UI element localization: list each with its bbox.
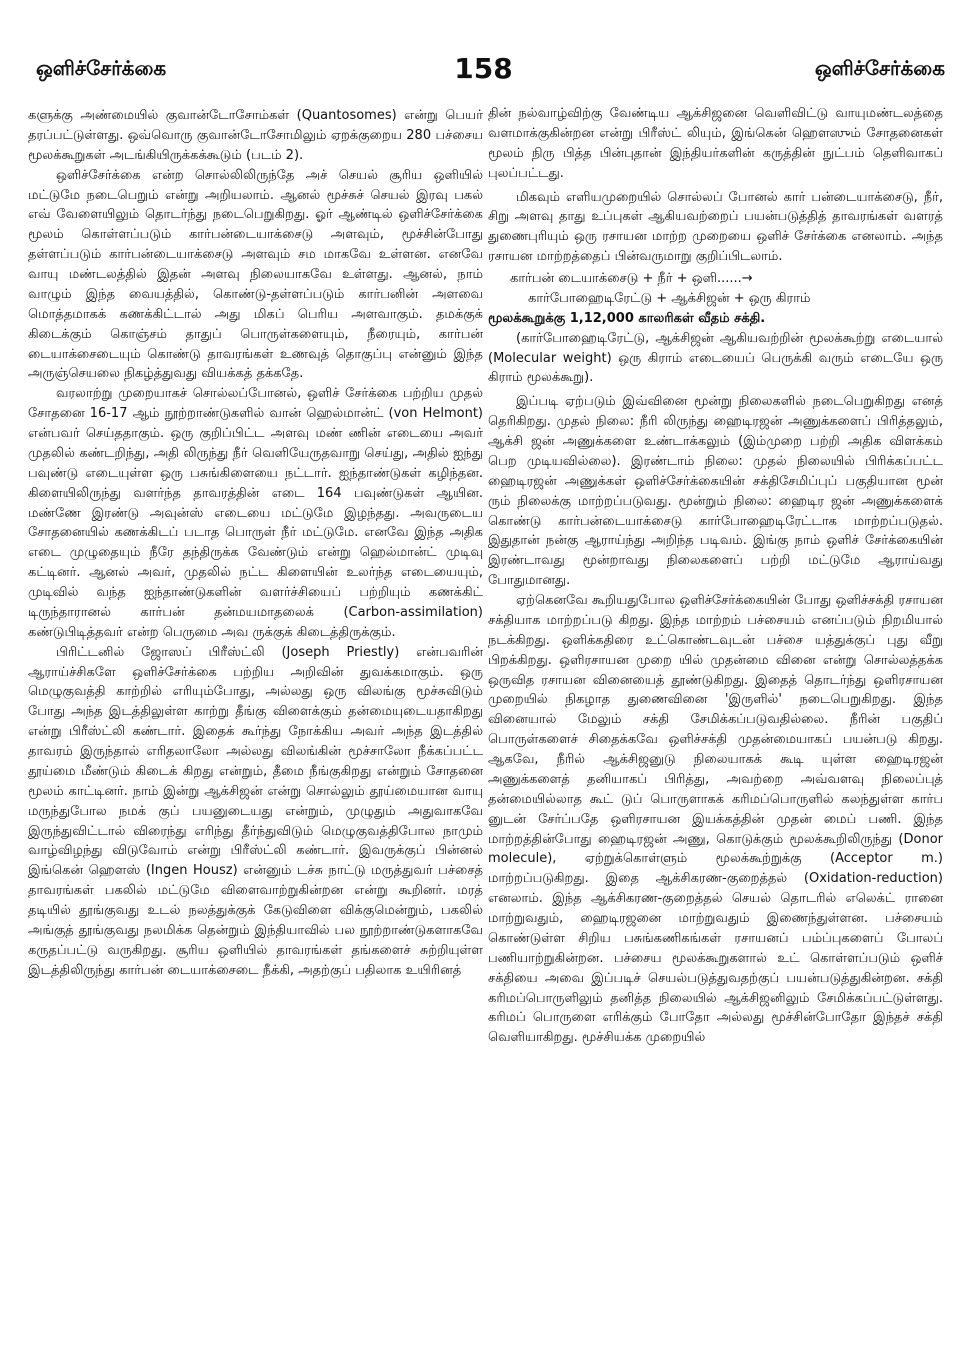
paragraph: தின் நல்வாழ்விற்கு வேண்டிய ஆக்சிஜனை வெளிவிட்டு வாயுமண்டலத்தை வளமாக்குகின்றன என்று பிரீஸ்ட் லியும், இங்கென் ஹௌஸும் சோதனைகள் மூலம் நிரு பித்த பின்புதான் இந்தியர்களின் கருத்தின் நுட்பம் தெளிவாகப் புலப்பட்டது. (488, 106, 943, 181)
page-number: 158 (454, 52, 513, 85)
equation-line: கார்பன் டையாக்சைடு + நீர் + ஒளி......→ (510, 271, 753, 286)
running-head-right: ஒளிச்சேர்க்கை (814, 56, 945, 80)
paragraph: மிகவும் எளியமுறையில் சொல்லப் போனல் கார் பன்டையாக்சைடு, நீர், சிறு அளவு தாது உப்புகள் ஆகியவற்றைப் பயன்படுத்தித் தாவரங்கள் வளரத் துணைபுரியும் ஒரு ரசாயன மாற்ற முறையை ஒளிச் சேர்க்கை எனலாம். அந்த ரசாயன மாற்றத்தைப் பின்வருமாறு குறிப்பிடலாம். (488, 189, 943, 265)
paragraph: ஏற்கெனவே கூறியதுபோல ஒளிச்சேர்க்கையின் போது ஒளிச்சக்தி ரசாயன சக்தியாக மாற்றப்படு கிறது. இந்த மாற்றம் பச்சையம் எனப்படும் நிறமியால் நடக்கிறது. ஒளிக்கதிரை உட்கொண்டவுடன் பச்சை யத்துக்குப் புது வீறு பிறக்கிறது. ஒளிரசாயன முறை யில் முதன்மை வினை என்று சொல்லத்தக்க ஒருவித ரசாயன வினையைத் தூண்டுகிறது. இதைத் தொடர்ந்து ஒளிரசாயன முறையில் நிகழாத துணைவினை 'இருளில்' நடைபெறுகிறது. இந்த வினையால் மேலும் சக்தி சேமிக்கப்படுவதில்லை. நீரின் பகுதிப் பொருள்களைச் சிதைக்கவே ஒளிச்சக்தி முதன்மையாகப் பயன்படு கிறது. ஆகவே, நீரில் ஆக்சிஜனுடு நிலையாகக் கூடி யுள்ள ஹைடிரஜன் அணுக்களைத் தனியாகப் பிரித்து, அவற்றை அவ்வளவு நிலைப்புத் தன்மையில்லாத கூட் டுப் பொருளாகக் கரிமப்பொருளில் கலந்துள்ள கார்ப னுடன் சேர்ப்பதே ஒளிரசாயன இயக்கத்தின் முதன் மைப் பணி. இந்த மாற்றத்தின்போது ஹைடிரஜன் அணு, கொடுக்கும் மூலக்கூறிலிருந்து (Donor molecule), ஏற்றுக்கொள்ளும் மூலக்கூற்றுக்கு (Acceptor m.) மாற்றப்படுகிறது. இதை ஆக்சிகரண-குறைத்தல் (Oxidation-reduction) எனலாம். இந்த ஆக்சிகரண-குறைத்தல் செயல் தொடரில் எலெக்ட் ரானை மாற்றுவதும், ஹைடிரஜனை மாற்றுவதும் இணைந்துள்ளன. பச்சையம் கொண்டுள்ள சிறிய பசுங்கணிகங்கள் ரசாயனப் பம்ப்புகளைப் போலப் பணியாற்றுகின்றன. பச்சைய மூலக்கூறுகளால் உட் கொள்ளப்படும் ஒளிச் சக்தியை அவை இப்படிச் செயல்படுத்துவதற்குப் பயன்படுத்துகின்றன. சக்தி கரிமப்பொருளிலும் தனித்த நிலையில் ஆக்சிஜனிலும் சேமிக்கப்பட்டுள்ளது. கரிமப் பொருளை எரிக்கும் போதோ அல்லது மூச்சின்போதோ இந்தச் சக்தி வெளியாகிறது. மூச்சியக்க முறையில் (488, 593, 943, 1046)
running-head-left: ஒளிச்சேர்க்கை (36, 56, 167, 80)
equation-line: கார்போஹைடிரேட்டு + ஆக்சிஜன் + ஒரு கிராம் (528, 290, 811, 306)
paragraph: ஒளிச்சேர்க்கை என்ற சொல்லிலிருந்தே அச் செயல் சூரிய ஒளியில் மட்டுமே நடைபெறும் என்று அறியலாம். ஆனல் மூச்சுச் செயல் இரவு பகல் எவ் வேளையிலும் தொடர்ந்து நடைபெறுகிறது. ஓர் ஆண்டில் ஒளிச்சேர்க்கை மூலம் கொள்ளப்படும் கார்பன்டையாக்சைடு அளவும், மூச்சின்போது தள்ளப்படும் கார்பன்டையாக்சைடு அளவும் சம மாகவே உள்ளன. எனவே வாயு மண்டலத்தில் இதன் அளவு நிலையாகவே உள்ளது. ஆனல், நாம் வாழும் இந்த வையத்தில், கொண்டு-தள்ளப்படும் கார்பனின் அளவை மொத்தமாகக் கணக்கிட்டால் அது மிகப் பெரிய அளவாகும். தமக்குக் கிடைக்கும் கொஞ்சம் தாதுப் பொருள்களையும், நீரையும், கார்பன் டையாக்சைடையும் கொண்டு தாவரங்கள் உணவுத் தொகுப்பு என்னும் இந்த அருஞ்செயலை நிகழ்த்துவது வியக்கத் தக்கதே. (28, 167, 483, 382)
right-column (488, 104, 943, 1344)
paragraph: வரலாற்று முறையாகச் சொல்லப்போனல், ஒளிச் சேர்க்கை பற்றிய முதல் சோதனை 16-17 ஆம் நூற்றாண்டுகளில் வான் ஹெல்மான்ட் (von Helmont) என்பவர் செய்ததாகும். ஒரு குறிப்பிட்ட அளவு மண் ணின் எடையை அவர் முதலில் கண்டறிந்து, அதி லிருந்து நீர் வெளியேருதவாறு செய்து, அதில் ஐந்து பவுண்டு எடையுள்ள ஒரு பசுங்கிளையை நட்டார். ஐந்தாண்டுகள் கழிந்தன. கிளையிலிருந்து வளர்ந்த தாவரத்தின் எடை 164 பவுண்டுகள் ஆயின. மண்ணே இரண்டு அவுன்ஸ் எடையை மட்டுமே இழந்தது. அவருடைய சோதனையில் கணக்கிடப் படாத பொருள் நீர் மட்டுமே. எனவே இந்த அதிக எடை முழுதையும் நீரே தந்திருக்க வேண்டும் என்று ஹெல்மான்ட் முடிவு கட்டினர். ஆனல் அவர், முதலில் நட்ட கிளையின் உலர்ந்த எடையையும், முடிவில் வந்த ஐந்தாண்டுகளின் வளர்ச்சியைப் பற்றியும் கணக்கிட் டிருந்தாரானல் கார்பன் தன்மயமாதலைக் (Carbon-assimilation) கண்டுபிடித்தவர் என்ற பெருமை அவ ருக்குக் கிடைத்திருக்கும். (28, 386, 483, 640)
left-column (28, 106, 483, 1346)
paragraph: களுக்கு அண்மையில் குவான்டோசோம்கள் (Quantosomes) என்று பெயர் தரப்பட்டுள்ளது. ஒவ்வொரு குவான்டோசோமிலும் ஏறக்குறைய 280 பச்சைய மூலக்கூறுகள் அடங்கியிருக்கக்கூடும் (படம் 2). (28, 108, 483, 163)
chemical-equation (488, 269, 943, 329)
paragraph: இப்படி ஏற்படும் இவ்வினை மூன்று நிலைகளில் நடைபெறுகிறது எனத் தெரிகிறது. முதல் நிலை: நீரி லிருந்து ஹைடிரஜன் அணுக்களைப் பிரித்தலும், ஆக்சி ஜன் அணுக்களை உண்டாக்கலும் (இம்முறை பற்றி அதிக விளக்கம் பெற முடியவில்லை). இரண்டாம் நிலை: முதல் நிலையில் பிரிக்கப்பட்ட ஹைடிரஜன் அணுக்கள் ஒளிச்சேர்க்கையின் சக்திசேமிப்புப் பகுதியான மூன் ரும் நிலைக்கு மாற்றப்படுவது. மூன்றும் நிலை: ஹைடிர ஜன் அணுக்களைக் கொண்டு கார்பன்டையாக்சைடு கார்போஹைடிரேட்டாக மாற்றப்படுதல். இதுதான் நன்கு ஆராய்ந்து அறிந்த படிவம். இங்கு நாம் ஒளிச் சேர்க்கையின் இரண்டாவது மூன்றாவது நிலைகளைப் பற்றி மட்டுமே ஆராய்வது போதுமானது. (488, 394, 943, 589)
paragraph: (கார்போஹைடிரேட்டு, ஆக்சிஜன் ஆகியவற்றின் மூலக்கூற்று எடையால் (Molecular weight) ஒரு கிராம் எடையைப் பெருக்கி வரும் எடையே ஒரு கிராம் மூலக்கூறு). (488, 330, 943, 386)
equation-line: மூலக்கூறுக்கு 1,12,000 காலரிகள் வீதம் சக்தி. (488, 310, 766, 326)
paragraph: பிரிட்டனில் ஜோஸப் பிரீஸ்ட்லி (Joseph Priestly) என்பவரின் ஆராய்ச்சிகளே ஒளிச்சேர்க்கை பற்றிய அறிவின் துவக்கமாகும். ஒரு மெழுகுவத்தி காற்றில் எரியும்போது, அல்லது ஒரு விலங்கு மூச்சுவிடும் போது அந்த இடத்திலுள்ள காற்று தீங்கு விளைக்கும் தன்மையுடையதாகிறது என்று பிரீஸ்ட்லி கண்டார். இதைக் கூர்ந்து நோக்கிய அவர் அந்த இடத்தில் தாவரம் இருந்தால் எரிதலாலோ அல்லது விலங்கின் மூச்சாலோ நீக்கப்பட்ட தூய்மை மீண்டும் கிடைக் கிறது என்றும், தீமை நீங்குகிறது என்றும் சோதனை மூலம் காட்டினர். நாம் இன்று ஆக்சிஜன் என்று சொல்லும் தூய்மையான வாயு மருந்துபோல நமக் குப் பயனுடையது என்றும், முழுதும் அதுவாகவே இருந்துவிட்டால் விரைந்து எரிந்து தீர்ந்துவிடும் மெழுகுவத்திபோல நாமும் வாழ்விழந்து விடுவோம் என்று பிரீஸ்ட்லி கண்டார். இவருக்குப் பின்னல் இங்கென் ஹௌஸ் (Ingen Housz) என்னும் டச்சு நாட்டு மருத்துவர் பச்சைத் தாவரங்கள் பகலில் மட்டுமே விளைவாற்றுகின்றன என்று கூறினர். மரத் தடியில் தூங்குவது உடல் நலத்துக்குக் கேடுவிளை விக்குமென்றும், பகலில் அங்குத் தூங்குவது நலமிக்க தென்றும் இந்தியாவில் பல நூற்றாண்டுகளாகவே கருதப்பட்டு வருகிறது. சூரிய ஒளியில் தாவரங்கள் தங்களைச் சுற்றியுள்ள இடத்திலிருந்து கார்பன் டையாக்சைடை நீக்கி, அதற்குப் பதிலாக உயிரினத் (28, 644, 483, 978)
